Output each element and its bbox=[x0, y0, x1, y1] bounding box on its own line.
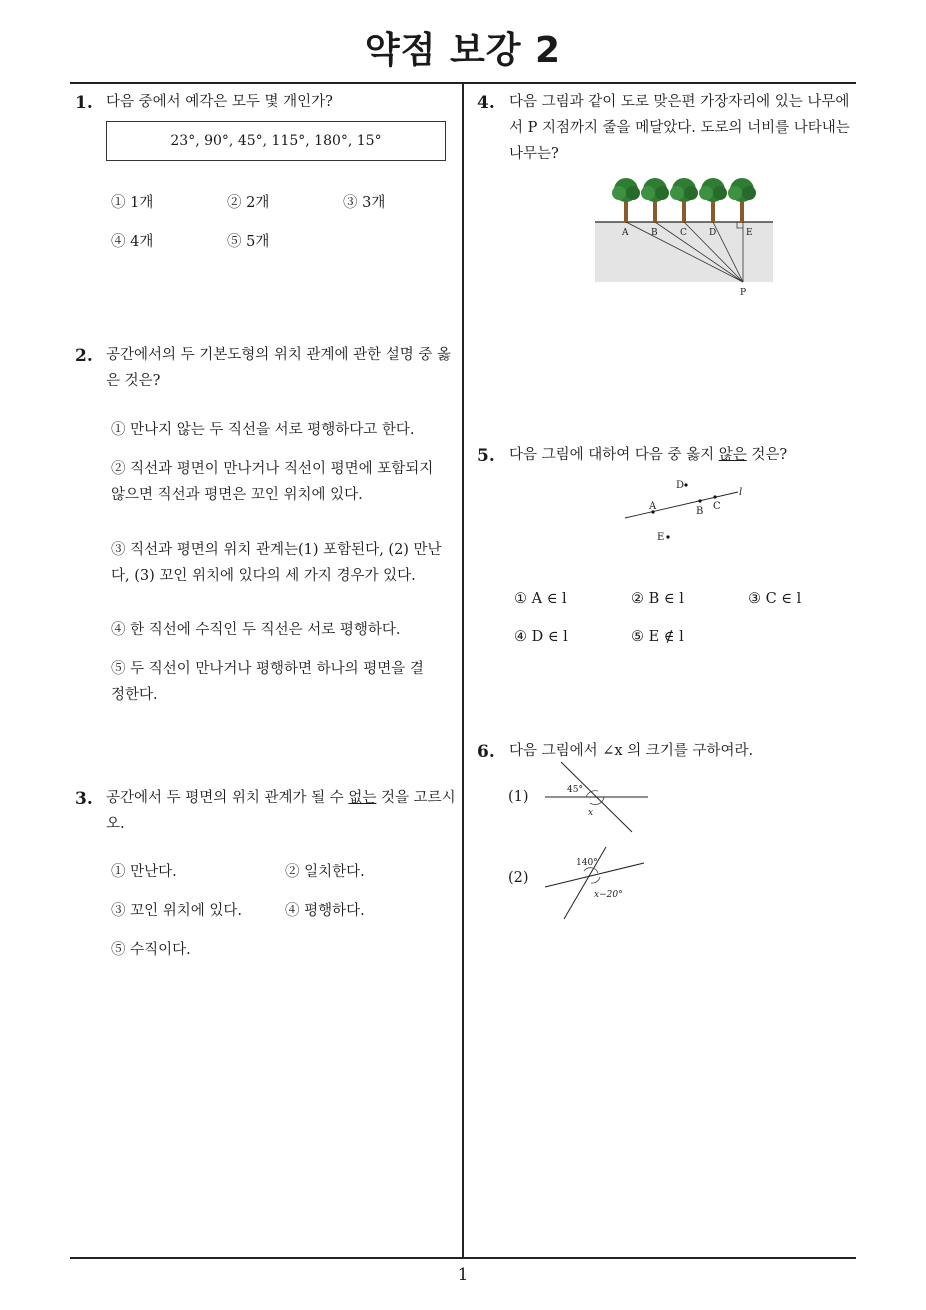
q5-option-3[interactable]: ③ C ∈ l bbox=[748, 591, 802, 607]
label-A: A bbox=[622, 228, 629, 238]
label-B: B bbox=[651, 228, 658, 238]
question-5-text: 다음 그림에 대하여 다음 중 옳지 않은 것은? bbox=[509, 447, 788, 463]
line-l bbox=[625, 492, 738, 518]
angle-figure-1 bbox=[540, 760, 655, 835]
q2-option-3[interactable]: ③ 직선과 평면의 위치 관계는(1) 포함된다, (2) 만난다, (3) 꼬인 위치에 있다의 세 가지 경우가 있다. bbox=[111, 542, 442, 584]
q3-option-3[interactable]: ③ 꼬인 위치에 있다. bbox=[111, 903, 242, 919]
question-5-emphasis: 않은 bbox=[718, 447, 747, 463]
tree-icon bbox=[641, 178, 669, 223]
label-x: x bbox=[588, 808, 594, 818]
label-D: D bbox=[676, 480, 685, 491]
label-E: E bbox=[657, 532, 665, 543]
tree-icon bbox=[728, 178, 756, 223]
q2-option-5[interactable]: ⑤ 두 직선이 만나거나 평행하면 하나의 평면을 결정한다. bbox=[111, 661, 424, 703]
question-4-text: 다음 그림과 같이 도로 맞은편 가장자리에 있는 나무에서 P 지점까지 줄을 메달았다. 도로의 너비를 나타내는 나무는? bbox=[509, 94, 850, 162]
label-P: P bbox=[740, 288, 747, 298]
question-3-number: 3. bbox=[75, 789, 93, 809]
label-A: A bbox=[649, 501, 657, 512]
question-1-text: 다음 중에서 예각은 모두 몇 개인가? bbox=[106, 94, 333, 110]
label-B: B bbox=[696, 506, 704, 517]
page-title: 약점 보강 2 bbox=[364, 30, 562, 71]
question-3-text: 공간에서 두 평면의 위치 관계가 될 수 없는 것을 고르시오. bbox=[106, 790, 456, 832]
q3-option-4[interactable]: ④ 평행하다. bbox=[285, 903, 365, 919]
question-2-number: 2. bbox=[75, 346, 93, 366]
angle-figure-2 bbox=[540, 845, 655, 925]
q3-option-2[interactable]: ② 일치한다. bbox=[285, 864, 365, 880]
page-number: 1 bbox=[457, 1265, 469, 1285]
q6-part-1-label: (1) bbox=[508, 789, 529, 805]
label-E: E bbox=[746, 228, 753, 238]
question-2-text: 공간에서의 두 기본도형의 위치 관계에 관한 설명 중 옳은 것은? bbox=[106, 347, 452, 389]
q3-option-1[interactable]: ① 만난다. bbox=[111, 864, 177, 880]
question-1-values-box: 23°, 90°, 45°, 115°, 180°, 15° bbox=[106, 121, 446, 161]
label-x-minus-20: x−20° bbox=[594, 890, 623, 900]
q2-option-1[interactable]: ① 만나지 않는 두 직선을 서로 평행하다고 한다. bbox=[111, 422, 415, 438]
point-B bbox=[698, 499, 701, 502]
column-divider bbox=[462, 83, 464, 1258]
q3-option-5[interactable]: ⑤ 수직이다. bbox=[111, 942, 191, 958]
question-5-number: 5. bbox=[477, 446, 495, 466]
q5-option-4[interactable]: ④ D ∈ l bbox=[514, 629, 568, 645]
point-E bbox=[666, 535, 669, 538]
q2-option-2[interactable]: ② 직선과 평면이 만나거나 직선이 평면에 포함되지 않으면 직선과 평면은 꼬인 위치에 있다. bbox=[111, 461, 434, 503]
q5-option-2[interactable]: ② B ∈ l bbox=[631, 591, 684, 607]
tree-icon bbox=[612, 178, 640, 223]
label-C: C bbox=[713, 501, 721, 512]
q5-option-5[interactable]: ⑤ E ∉ l bbox=[631, 629, 684, 645]
q5-option-1[interactable]: ① A ∈ l bbox=[514, 591, 567, 607]
label-D: D bbox=[709, 228, 717, 238]
question-1-number: 1. bbox=[75, 93, 93, 113]
label-l: l bbox=[739, 487, 743, 498]
question-3-emphasis: 없는 bbox=[348, 790, 377, 806]
road-tree-figure bbox=[590, 175, 780, 300]
label-45: 45° bbox=[567, 785, 583, 795]
point-C bbox=[713, 495, 716, 498]
bottom-rule bbox=[70, 1257, 856, 1259]
tree-icon bbox=[699, 178, 727, 223]
q1-option-1[interactable]: ① 1개 bbox=[111, 195, 154, 211]
point-D bbox=[684, 483, 687, 486]
line-points-figure bbox=[620, 475, 750, 547]
tree-icon bbox=[670, 178, 698, 223]
label-C: C bbox=[680, 228, 687, 238]
label-140: 140° bbox=[576, 858, 598, 868]
q1-option-5[interactable]: ⑤ 5개 bbox=[227, 234, 270, 250]
question-6-number: 6. bbox=[477, 742, 495, 762]
tree-row bbox=[612, 178, 756, 223]
angle-arc-x bbox=[591, 877, 600, 883]
q1-option-2[interactable]: ② 2개 bbox=[227, 195, 270, 211]
q2-option-4[interactable]: ④ 한 직선에 수직인 두 직선은 서로 평행하다. bbox=[111, 622, 401, 638]
q1-option-3[interactable]: ③ 3개 bbox=[343, 195, 386, 211]
q1-option-4[interactable]: ④ 4개 bbox=[111, 234, 154, 250]
q6-part-2-label: (2) bbox=[508, 870, 529, 886]
question-6-text: 다음 그림에서 ∠x 의 크기를 구하여라. bbox=[509, 743, 754, 759]
question-4-number: 4. bbox=[477, 93, 495, 113]
